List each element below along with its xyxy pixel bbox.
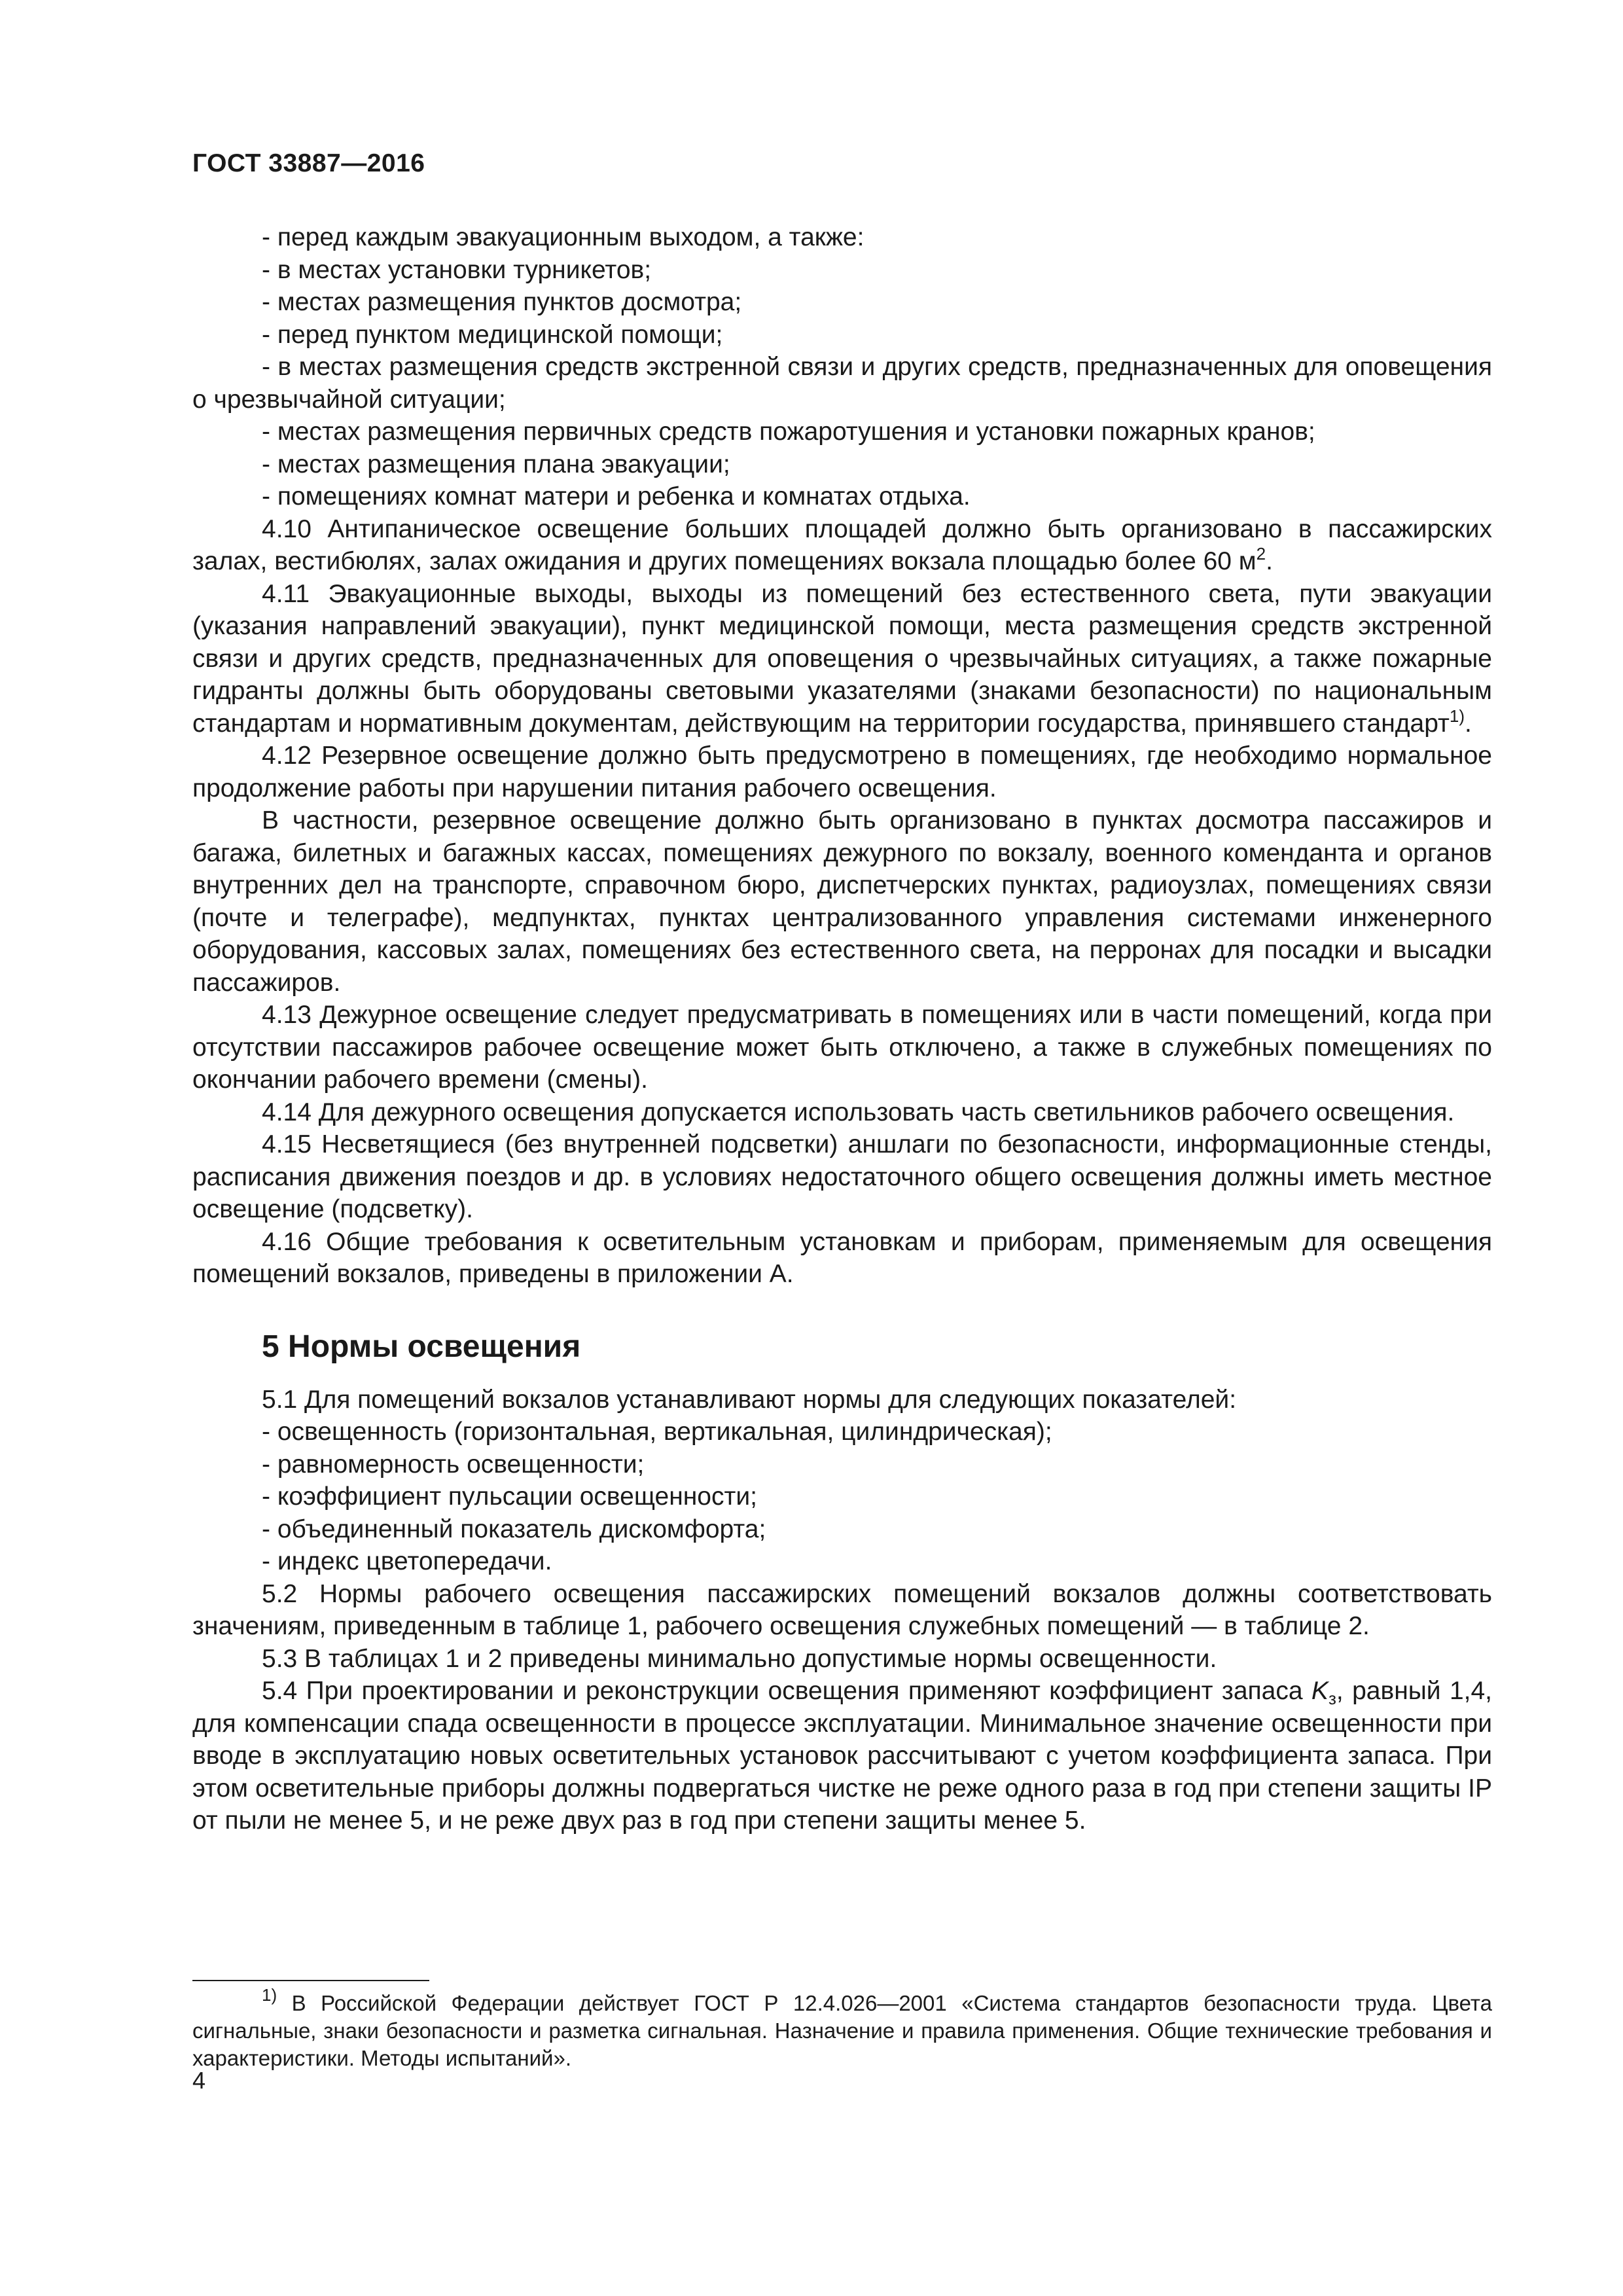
document-header: ГОСТ 33887—2016 xyxy=(192,149,425,177)
paragraph-4-10 xyxy=(192,513,1492,578)
symbol-k: K xyxy=(1311,1677,1329,1705)
list-item: - перед пунктом медицинской помощи; xyxy=(262,320,723,349)
list-item: - индекс цветопередачи. xyxy=(262,1547,552,1575)
footnote-separator xyxy=(192,1980,429,1981)
list-item: - освещенность (горизонтальная, вертикальная, цилиндрическая); xyxy=(262,1418,1052,1446)
list-item: - объединенный показатель дискомфорта; xyxy=(262,1515,766,1543)
paragraph-4-12-cont: В частности, резервное освещение должно быть организовано в пунктах досмотра пассажиров и багажа, билетных и багажных кассах, помещениях дежурного по вокзалу, военного коменданта и органов внутренних дел на транспорте, справочном бюро, диспетчерских пунктах, радиоузлах, помещениях связи (почте и телеграфе), медпунктах, пунктах централизованного управления системами инженерного оборудования, кассовых залах, помещениях без естественного света, на перронах для посадки и высадки пассажиров. xyxy=(192,806,1492,997)
footnote-text: В Российской Федерации действует ГОСТ Р 12.4.026—2001 «Система стандартов безопасности труда. Цвета сигнальные, знаки безопасности и разметка сигнальная. Назначение и правила применения. Общие технические требования и характеристики. Методы испытаний». xyxy=(192,1991,1492,2070)
paragraph-5-4-text-cont: , равный 1,4, для компенсации спада освещенности в процессе эксплуатации. Минимальное значение освещенности при вводе в эксплуатацию новых осветительных установок рассчитывают с учетом коэффициента запаса. При этом осветительные приборы должны подвергаться чистке не реже одного раза в год при степени защиты IP от пыли не менее 5, и не реже двух раз в год при степени защиты менее 5. xyxy=(192,1677,1493,1835)
paragraph-4-15: 4.15 Несветящиеся (без внутренней подсветки) аншлаги по безопасности, информационные стенды, расписания движения поездов и др. в условиях недостаточного общего освещения должны иметь местное освещение (подсветку). xyxy=(192,1130,1492,1223)
paragraph-4-11 xyxy=(192,578,1492,740)
list-item: - местах размещения пунктов досмотра; xyxy=(262,288,742,316)
footnote-mark: 1) xyxy=(262,1985,277,2005)
main-text xyxy=(192,221,1492,1837)
paragraph-4-12: 4.12 Резервное освещение должно быть предусмотрено в помещениях, где необходимо нормальное продолжение работы при нарушении питания рабочего освещения. xyxy=(192,742,1492,802)
list-item: - коэффициент пульсации освещенности; xyxy=(262,1482,757,1511)
paragraph-4-16: 4.16 Общие требования к осветительным установкам и приборам, применяемым для освещения помещений вокзалов, приведены в приложении А. xyxy=(192,1227,1492,1288)
list-item: - перед каждым эвакуационным выходом, а также: xyxy=(262,223,865,251)
punctuation: . xyxy=(1465,709,1472,738)
paragraph-5-1: 5.1 Для помещений вокзалов устанавливают нормы для следующих показателей: xyxy=(262,1385,1237,1414)
footnote-ref[interactable]: 1) xyxy=(1449,706,1465,726)
paragraph-5-4 xyxy=(192,1675,1492,1837)
list-item: - помещениях комнат матери и ребенка и комнатах отдыха. xyxy=(262,482,971,511)
paragraph-5-3: 5.3 В таблицах 1 и 2 приведены минимально допустимые нормы освещенности. xyxy=(262,1644,1217,1673)
footnote xyxy=(192,1985,1492,2072)
paragraph-5-2: 5.2 Нормы рабочего освещения пассажирских помещений вокзалов должны соответствовать значениям, приведенным в таблице 1, рабочего освещения служебных помещений — в таблице 2. xyxy=(192,1579,1492,1640)
paragraph-4-14: 4.14 Для дежурного освещения допускается использовать часть светильников рабочего освещения. xyxy=(262,1098,1455,1126)
paragraph-4-13: 4.13 Дежурное освещение следует предусматривать в помещениях или в части помещений, когда при отсутствии пассажиров рабочее освещение может быть отключено, а также в служебных помещениях по окончании рабочего времени (смены). xyxy=(192,1001,1492,1094)
paragraph-4-10-text: 4.10 Антипаническое освещение больших площадей должно быть организовано в пассажирских залах, вестибюлях, залах ожидания и других помещениях вокзала площадью более 60 м xyxy=(192,514,1492,575)
list-item: - в местах размещения средств экстренной связи и других средств, предназначенных для оповещения о чрезвычайной ситуации; xyxy=(192,353,1492,414)
paragraph-5-4-text: 5.4 При проектировании и реконструкции освещения применяют коэффициент запаса xyxy=(262,1677,1311,1705)
list-item: - местах размещения плана эвакуации; xyxy=(262,450,730,478)
punctuation: . xyxy=(1266,547,1273,575)
list-item: - в местах установки турникетов; xyxy=(262,255,652,284)
section-5-title: 5 Нормы освещения xyxy=(262,1329,581,1364)
list-item: - равномерность освещенности; xyxy=(262,1450,645,1479)
paragraph-4-11-text: 4.11 Эвакуационные выходы, выходы из помещений без естественного света, пути эвакуации (указания направлений эвакуации), пункт медицинской помощи, места размещения средств экстренной связи и других средств, предназначенных для оповещения о чрезвычайных ситуациях, а также пожарные гидранты должны быть оборудованы световыми указателями (знаками безопасности) по национальным стандартам и нормативным документам, действующим на территории государства, принявшего стандарт xyxy=(192,579,1492,738)
superscript: 2 xyxy=(1256,544,1266,564)
subscript: з xyxy=(1328,1689,1336,1708)
list-item: - местах размещения первичных средств пожаротушения и установки пожарных кранов; xyxy=(262,418,1315,446)
page-number: 4 xyxy=(192,2067,206,2094)
